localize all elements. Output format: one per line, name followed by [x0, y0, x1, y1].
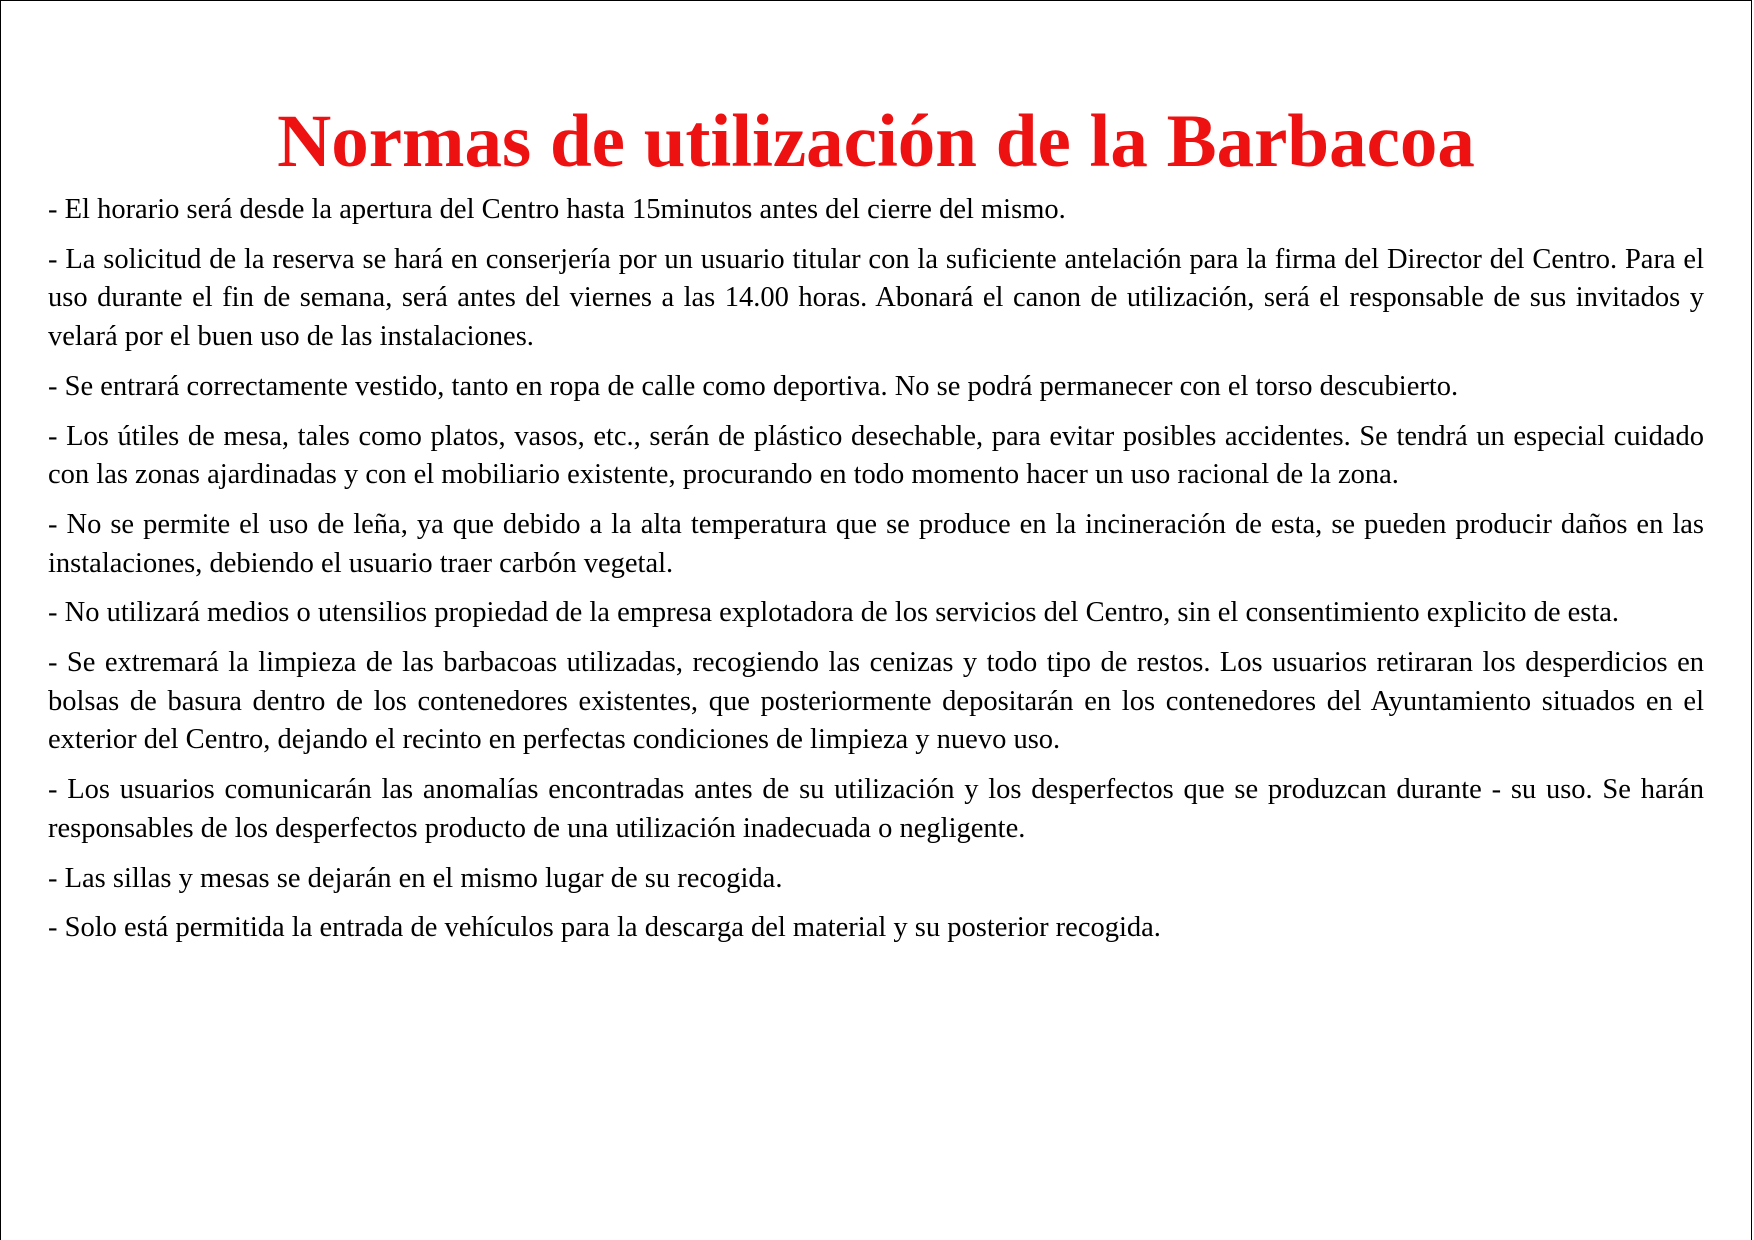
rule-item: - Las sillas y mesas se dejarán en el mismo lugar de su recogida. — [48, 862, 783, 894]
rule-item: - No se permite el uso de leña, ya que debido a la alta temperatura que se produce en la incineración de esta, se pueden producir daños en las instalaciones, debiendo el usuario traer carbón vegetal. — [48, 508, 1704, 579]
rule-item: - Se extremará la limpieza de las barbacoas utilizadas, recogiendo las cenizas y todo tipo de restos. Los usuarios retiraran los desperdicios en bolsas de basura dentro de los contenedores existentes, que posteriormente depositarán en los contenedores del Ayuntamiento situados en el exterior del Centro, dejando el recinto en perfectas condiciones de limpieza y nuevo uso. — [48, 647, 1704, 756]
rule-item: - Los útiles de mesa, tales como platos, vasos, etc., serán de plástico desechable, para evitar posibles accidentes. Se tendrá un especial cuidado con las zonas ajardinadas y con el mobiliario existente, procurando en todo momento hacer un uso racional de la zona. — [48, 420, 1704, 491]
rule-item: - No utilizará medios o utensilios propiedad de la empresa explotadora de los servicios del Centro, sin el consentimiento explicito de esta. — [48, 597, 1620, 629]
rule-item: - El horario será desde la apertura del Centro hasta 15minutos antes del cierre del mismo. — [48, 194, 1066, 225]
rule-item: - Se entrará correctamente vestido, tanto en ropa de calle como deportiva. No se podrá permanecer con el torso descubierto. — [48, 370, 1459, 402]
rule-item: - La solicitud de la reserva se hará en conserjería por un usuario titular con la suficiente antelación para la firma del Director del Centro. Para el uso durante el fin de semana, será antes del viernes a las 14.00 horas. Abonará el canon de utilización, será el responsable de sus invitados y velará por el buen uso de las instalaciones. — [48, 243, 1704, 353]
rule-item: - Los usuarios comunicarán las anomalías encontradas antes de su utilización y los desperfectos que se produzcan durante - su uso. Se harán responsables de los desperfectos producto de una utilización inadecuada o negligente. — [48, 774, 1704, 844]
page-title: Normas de utilización de la Barbacoa — [277, 100, 1475, 183]
rule-item: - Solo está permitida la entrada de vehículos para la descarga del material y su posterior recogida. — [48, 912, 1161, 944]
rules-list — [48, 191, 1704, 959]
